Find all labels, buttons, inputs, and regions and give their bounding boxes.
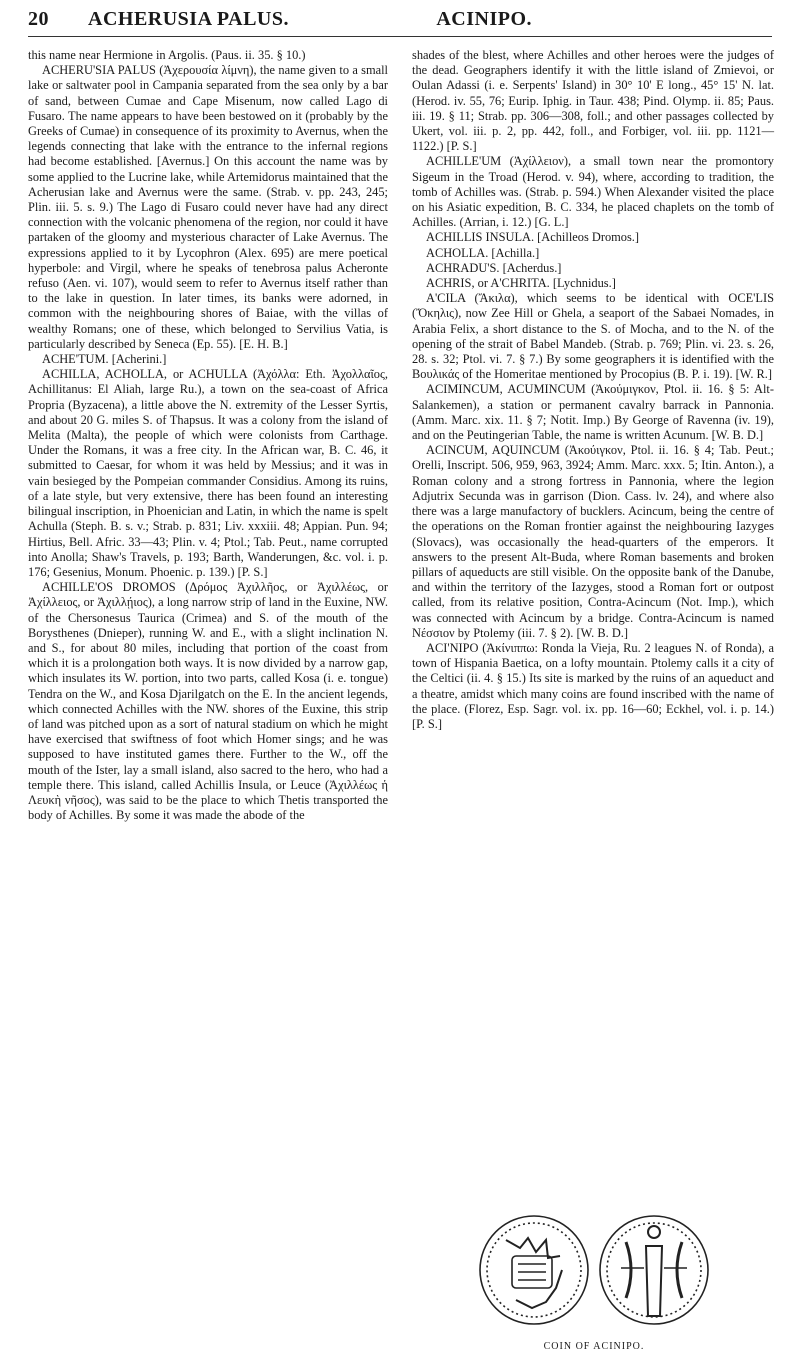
page-header [28,8,772,34]
entry-acila: A'CILA (Ἄκιλα), which seems to be identical with OCE'LIS (Ὄκηλις), now Zee Hill or Ghela, a seaport of the Sabaei Nomades, in Arabia Felix, a short distance to the S. of Mocha, and to the N. of the opening of the strait of Babel Mandeb. (Strab. p. 769; Plin. vi. 23. s. 26, 28. s. 32; Ptol. vi. 7. § 7.) By some geographers it is identified with the Βουλικάς of the Homeritae mentioned by Procopius (B. P. i. 19). [W. R.] [412,291,774,382]
entry-acherusia-palus: ACHERU'SIA PALUS (Ἀχερουσία λίμνη), the name given to a small lake or saltwater pool in Campania separated from the sea only by a bar of sand, between Cumae and Cape Misenum, now called Lago di Fusaro. The name appears to have been bestowed on it (probably by the Greeks of Cumae) in consequence of its proximity to Avernus, when the legends connecting that lake with the entrance to the infernal regions had become established. [Avernus.] On this account the name was by some applied to the Lucrine lake, while Artemidorus maintained that the Acherusian lake and Avernus were the same. (Strab. v. pp. 243, 245; Plin. iii. 5. s. 9.) The Lago di Fusaro could never have had any direct connection with the volcanic phenomena of the region, nor could it have partaken of the gloomy and mysterious character of Lake Avernus. The expressions applied to it by Lycophron (Alex. 695) are mere poetical hyperbole: and Virgil, where he speaks of tenebrosa palus Acheronte refuso (Aen. vi. 107), would seem to refer to Avernus itself rather than to the lake in question. In later times, its banks were adorned, in common with the neighbouring shores of Baiae, with the villas of wealthy Romans; one of these, which belonged to Servilius Vatia, is particularly described by Seneca (Ep. 55). [E. H. B.] [28,63,388,351]
entry-paragraph: shades of the blest, where Achilles and other heroes were the judges of the dead. Geographers identify it with the little island of Zmievoi, or Oulan Adassi (i. e. Serpents' Island) in 30° 10' E long., 45° 15' N. lat. (Herod. iv. 55, 76; Eurip. Iphig. in Taur. 438; Pind. Olymp. ii. 85; Paus. iii. 19. § 11; Strab. pp. 306—308, foll.; and other passages collected by Ukert, vol. iii. p. 2, pp. 442, foll., and Forbiger, vol. iii. pp. 1121—1122.) [P. S.] [412,48,774,154]
entry-achradus: ACHRADU'S. [Acherdus.] [426,260,562,275]
coin-illustration [476,1212,712,1334]
entry-achris: ACHRIS, or A'CHRITA. [Lychnidus.] [426,276,616,291]
left-column [28,48,388,823]
entry-achilla: ACHILLA, ACHOLLA, or ACHULLA (Ἀχόλλα: Eth. Ἀχολλαῖος, Achillitanus: El Aliah, large Ru.), a town on the sea-coast of Africa Propria (Byzacena), a little above the N. extremity of the Lesser Syrtis, and about 20 G. miles S. of Thapsus. It was a colony from the island of Melita (Malta), the people of which were colonists from Carthage. Under the Romans, it was a free city. In the African war, B. C. 46, it submitted to Caesar, for whom it was held by Messius; and it was in vain besieged by the Pompeian commander Considius. Among its ruins, of a late style, but very extensive, there has been found an interesting bilingual inscription, in Phoenician and Latin, in which the name is spelt Achulla (Steph. B. s. v.; Strab. p. 831; Liv. xxxiii. 48; Appian. Pun. 94; Hirtius, Bell. Afric. 33—43; Plin. v. 4; Ptol.; Tab. Peut., name corrupted into Anolla; Shaw's Travels, p. 193; Barth, Wanderungen, &c. vol. i. p. 176; Gesenius, Monum. Phoenic. p. 139.) [P. S.] [28,367,388,579]
entry-acholla: ACHOLLA. [Achilla.] [426,245,540,260]
header-rule [28,36,772,37]
entry-acincum: ACINCUM, AQUINCUM (Ἀκούιγκον, Ptol. ii. 16. § 4; Tab. Peut.; Orelli, Inscript. 506, 959, 963, 3924; Amm. Marc. xxx. 5; Itin. Anton.), a Roman colony and a strong fortress in Pannonia, where the legion Adjutrix Secunda was in garrison (Dion. Cass. lv. 24), and where also there was a large manufactory of bucklers. Acincum, being the centre of the operations on the Roman frontier against the neighbouring Iazyges (Slovacs), was occasionally the head-quarters of the emperors. It answers to the present Alt-Buda, where Roman basements and broken pillars of aqueducts are still visible. On the opposite bank of the Danube, and within the territory of the Iazyges, stood a Roman fort or outpost called, from its relative position, Contra-Acincum (Not. Imp.), which was connected with Acincum by a bridge. Contra-Acincum is named Νέσσιον by Ptolemy (iii. 7. § 2). [W. B. D.] [412,443,774,640]
coin-reverse [600,1216,708,1324]
running-head-left: ACHERUSIA PALUS. [88,8,289,30]
entry-acinipo: ACI'NIPO (Ἀκίνιππω: Ronda la Vieja, Ru. 2 leagues N. of Ronda), a town of Hispania Baetica, on a lofty mountain. Ptolemy calls it a city of the Celtici (ii. 4. § 15.) Its site is marked by the ruins of an aqueduct and a theatre, amidst which many coins are found inscribed with the name of the place. (Florez, Esp. Sagr. vol. ix. pp. 16—60; Eckhel, vol. i. p. 14.) [P. S.] [412,640,774,731]
entry-aciminicum: ACIMINCUM, ACUMINCUM (Ἀκούμιγκον, Ptol. ii. 16. § 5: Alt-Salankemen), a station or permanent cavalry barrack in Pannonia. (Amm. Marc. xix. 11. § 7; Notit. Imp.) By George of Ravenna (iv. 19), and on the Peutingerian Table, the name is written Acunum. [W. B. D.] [412,382,774,443]
entry-achillis-insula: ACHILLIS INSULA. [Achilleos Dromos.] [426,230,640,245]
figure-caption: COIN OF ACINIPO. [543,1341,645,1352]
coin-obverse [480,1216,588,1324]
entry-achilleos-dromos: ACHILLE'OS DROMOS (Δρόμος Ἀχιλλῆος, or Ἀχιλλέως, or Ἀχίλλειος, or Ἀχιλλῄιος), a long narrow strip of land in the Euxine, NW. of the Chersonesus Taurica (Crimea) and S. of the mouth of the Borysthenes (Dnieper), running W. and E., with a slight inclination N. and S., for about 80 miles, including that portion of the coast from which it is a prolongation both ways. It is now divided by a narrow gap, which insulates its W. portion, into two parts, called Kosa (i. e. tongue) Tendra on the W., and Kosa Djarilgatch on the E. In the ancient legends, which connected Achilles with the NW. shores of the Euxine, this strip of land was pitched upon as a sort of natural stadium on which he might have exercised that swiftness of foot which Homer sings; and he was supposed to have instituted games there. Further to the W., off the mouth of the Ister, lay a small island, also sacred to the hero, who had a temple there. This island, called Achillis Insula, or Leuce (Ἀχιλλέως ἡ Λευκὴ νῆσος), was said to be the place to which Thetis transported the body of Achilles. By some it was made the abode of the [28,580,388,823]
running-head-right: ACINIPO. [436,8,532,30]
entry-achilleum: ACHILLE'UM (Ἀχίλλειον), a small town near the promontory Sigeum in the Troad (Herod. v. 94), where, according to tradition, the tomb of Achilles was. (Strab. p. 594.) When Alexander visited the place on his Asiatic expedition, B. C. 334, he placed chaplets on the tomb of Achilles. (Arrian, i. 12.) [G. L.] [412,154,774,230]
coin-figure [476,1212,712,1352]
entry-paragraph: this name near Hermione in Argolis. (Paus. ii. 35. § 10.) [28,48,306,62]
entry-achetum: ACHE'TUM. [Acherini.] [42,352,167,367]
right-column [412,48,774,732]
page-number: 20 [28,8,49,30]
